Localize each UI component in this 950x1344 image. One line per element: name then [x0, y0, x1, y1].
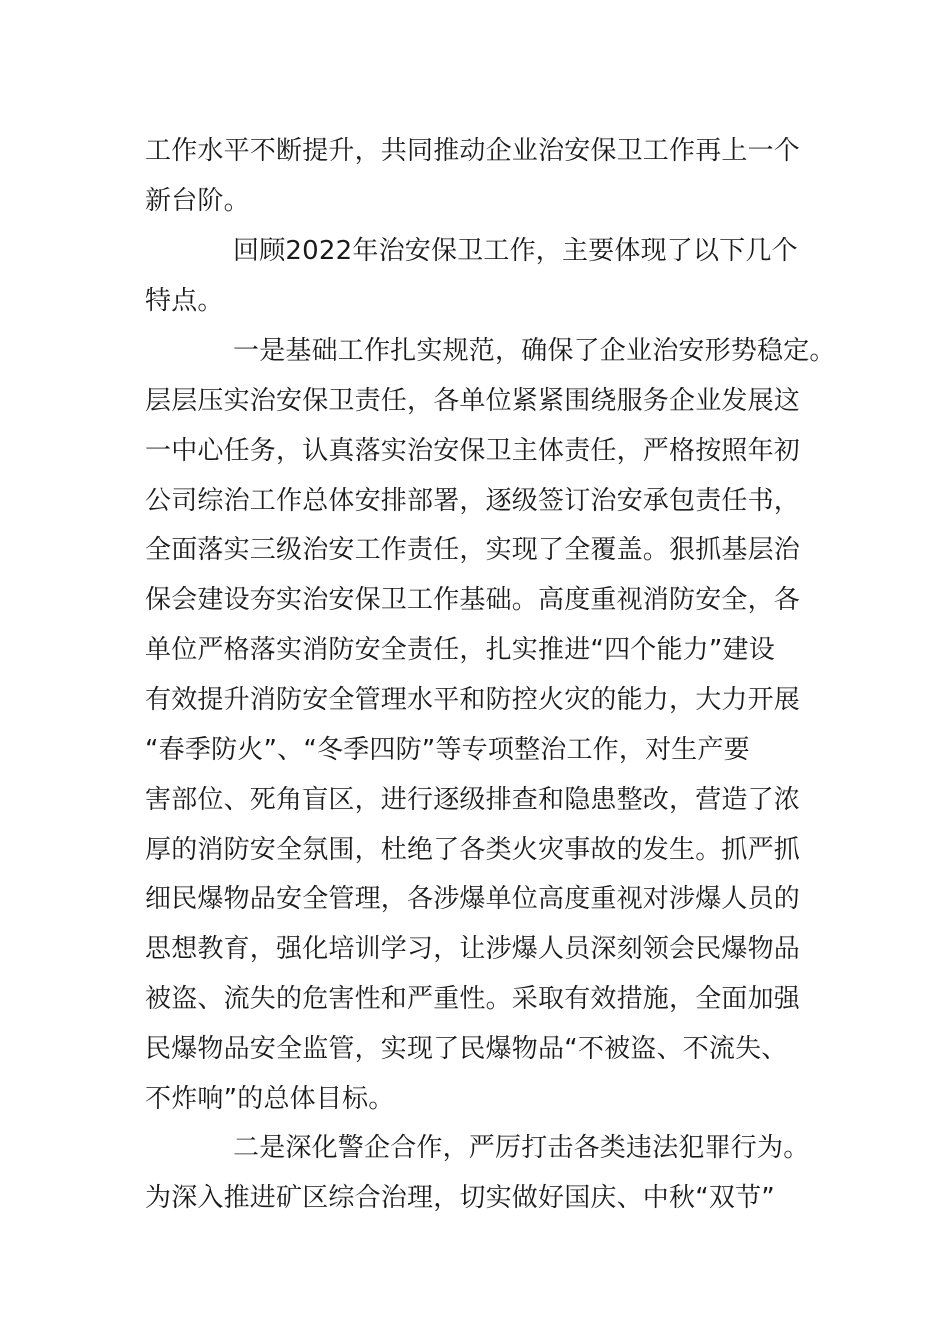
text-line: 全面落实三级治安工作责任，实现了全覆盖。狠抓基层治	[145, 535, 801, 565]
text-line: 保会建设夯实治安保卫工作基础。高度重视消防安全，各	[145, 585, 801, 615]
text-line: 细民爆物品安全管理，各涉爆单位高度重视对涉爆人员的	[145, 884, 801, 914]
text-line: 民爆物品安全监管，实现了民爆物品“不被盗、不流失、	[145, 1034, 788, 1064]
text-line: 厚的消防安全氛围，杜绝了各类火灾事故的发生。抓严抓	[145, 835, 801, 865]
text-line: 一中心任务，认真落实治安保卫主体责任，严格按照年初	[145, 436, 801, 466]
text-line: “春季防火”、“冬季四防”等专项整治工作，对生产要	[145, 735, 750, 765]
text-line: 为深入推进矿区综合治理，切实做好国庆、中秋“双节”	[145, 1183, 775, 1213]
text-line: 害部位、死角盲区，进行逐级排查和隐患整改，营造了浓	[145, 785, 801, 815]
text-line: 思想教育，强化培训学习，让涉爆人员深刻领会民爆物品	[145, 934, 801, 964]
text-line: 被盗、流失的危害性和严重性。采取有效措施，全面加强	[145, 984, 801, 1014]
paragraph-first-line: 二是深化警企合作，严厉打击各类违法犯罪行为。	[233, 1133, 810, 1163]
text-line: 单位严格落实消防安全责任，扎实推进“四个能力”建设	[145, 635, 775, 665]
text-line: 新台阶。	[145, 186, 250, 216]
paragraph-first-line: 回顾2022年治安保卫工作，主要体现了以下几个	[233, 236, 798, 266]
paragraph-first-line: 一是基础工作扎实规范，确保了企业治安形势稳定。	[233, 336, 836, 366]
text-line: 工作水平不断提升，共同推动企业治安保卫工作再上一个	[145, 136, 801, 166]
text-line: 特点。	[145, 286, 224, 316]
text-line: 不炸响”的总体目标。	[145, 1084, 395, 1114]
text-line: 公司综治工作总体安排部署，逐级签订治安承包责任书，	[145, 486, 801, 516]
text-line: 层层压实治安保卫责任，各单位紧紧围绕服务企业发展这	[145, 386, 801, 416]
text-line: 有效提升消防安全管理水平和防控火灾的能力，大力开展	[145, 685, 801, 715]
